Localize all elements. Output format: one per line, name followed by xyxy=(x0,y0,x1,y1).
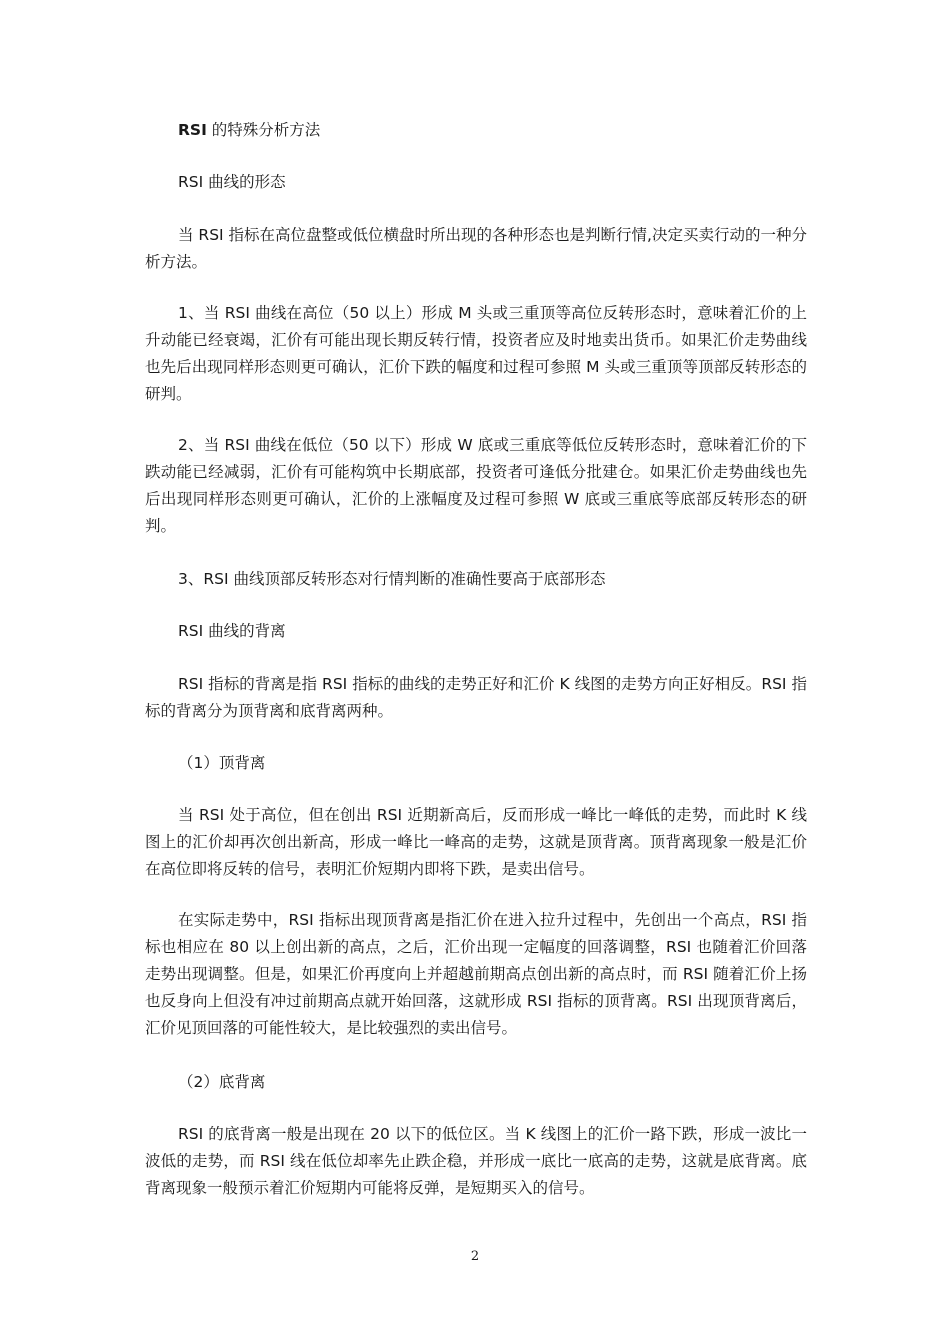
paragraph-intro: 当 RSI 指标在高位盘整或低位横盘时所出现的各种形态也是判断行情,决定买卖行动的一种分析方法。 xyxy=(145,226,807,271)
paragraph-item-3: 3、RSI 曲线顶部反转形态对行情判断的准确性要高于底部形态 xyxy=(178,570,606,588)
subheading-top-divergence: （1）顶背离 xyxy=(178,754,266,772)
paragraph-top-divergence-1: 当 RSI 处于高位，但在创出 RSI 近期新高后，反而形成一峰比一峰低的走势，而此时 K 线图上的汇价却再次创出新高，形成一峰比一峰高的走势，这就是顶背离。顶背离现象一般是汇价在高位即将反转的信号，表明汇价短期内即将下跌，是卖出信号。 xyxy=(145,806,807,878)
paragraph-top-divergence-2: 在实际走势中，RSI 指标出现顶背离是指汇价在进入拉升过程中，先创出一个高点，RSI 指标也相应在 80 以上创出新的高点，之后，汇价出现一定幅度的回落调整，RSI 也随着汇价回落走势出现调整。但是，如果汇价再度向上并超越前期高点创出新的高点时，而 RSI 随着汇价上扬也反身向上但没有冲过前期高点就开始回落，这就形成 RSI 指标的顶背离。RSI 出现顶背离后，汇价见顶回落的可能性较大，是比较强烈的卖出信号。 xyxy=(145,911,807,1037)
section-heading xyxy=(178,117,843,144)
paragraph-bottom-divergence: RSI 的底背离一般是出现在 20 以下的低位区。当 K 线图上的汇价一路下跌，形成一波比一波低的走势，而 RSI 线在低位却率先止跌企稳，并形成一底比一底高的走势，这就是底背离。底背离现象一般预示着汇价短期内可能将反弹，是短期买入的信号。 xyxy=(145,1125,807,1197)
subheading-divergence: RSI 曲线的背离 xyxy=(178,622,286,640)
heading-rsi: RSI xyxy=(178,121,207,139)
subheading-shape: RSI 曲线的形态 xyxy=(178,173,286,191)
page-number: 2 xyxy=(470,1249,480,1264)
subheading-bottom-divergence: （2）底背离 xyxy=(178,1073,266,1091)
heading-rest: 的特殊分析方法 xyxy=(206,121,321,139)
paragraph-item-2: 2、当 RSI 曲线在低位（50 以下）形成 W 底或三重底等低位反转形态时，意味着汇价的下跌动能已经减弱，汇价有可能构筑中长期底部，投资者可逢低分批建仓。如果汇价走势曲线也先后出现同样形态则更可确认，汇价的上涨幅度及过程可参照 W 底或三重底等底部反转形态的研判。 xyxy=(145,436,807,535)
paragraph-divergence-definition: RSI 指标的背离是指 RSI 指标的曲线的走势正好和汇价 K 线图的走势方向正好相反。RSI 指标的背离分为顶背离和底背离两种。 xyxy=(145,675,807,720)
paragraph-item-1: 1、当 RSI 曲线在高位（50 以上）形成 M 头或三重顶等高位反转形态时，意味着汇价的上升动能已经衰竭，汇价有可能出现长期反转行情，投资者应及时地卖出货币。如果汇价走势曲线也先后出现同样形态则更可确认，汇价下跌的幅度和过程可参照 M 头或三重顶等顶部反转形态的研判。 xyxy=(145,304,807,403)
